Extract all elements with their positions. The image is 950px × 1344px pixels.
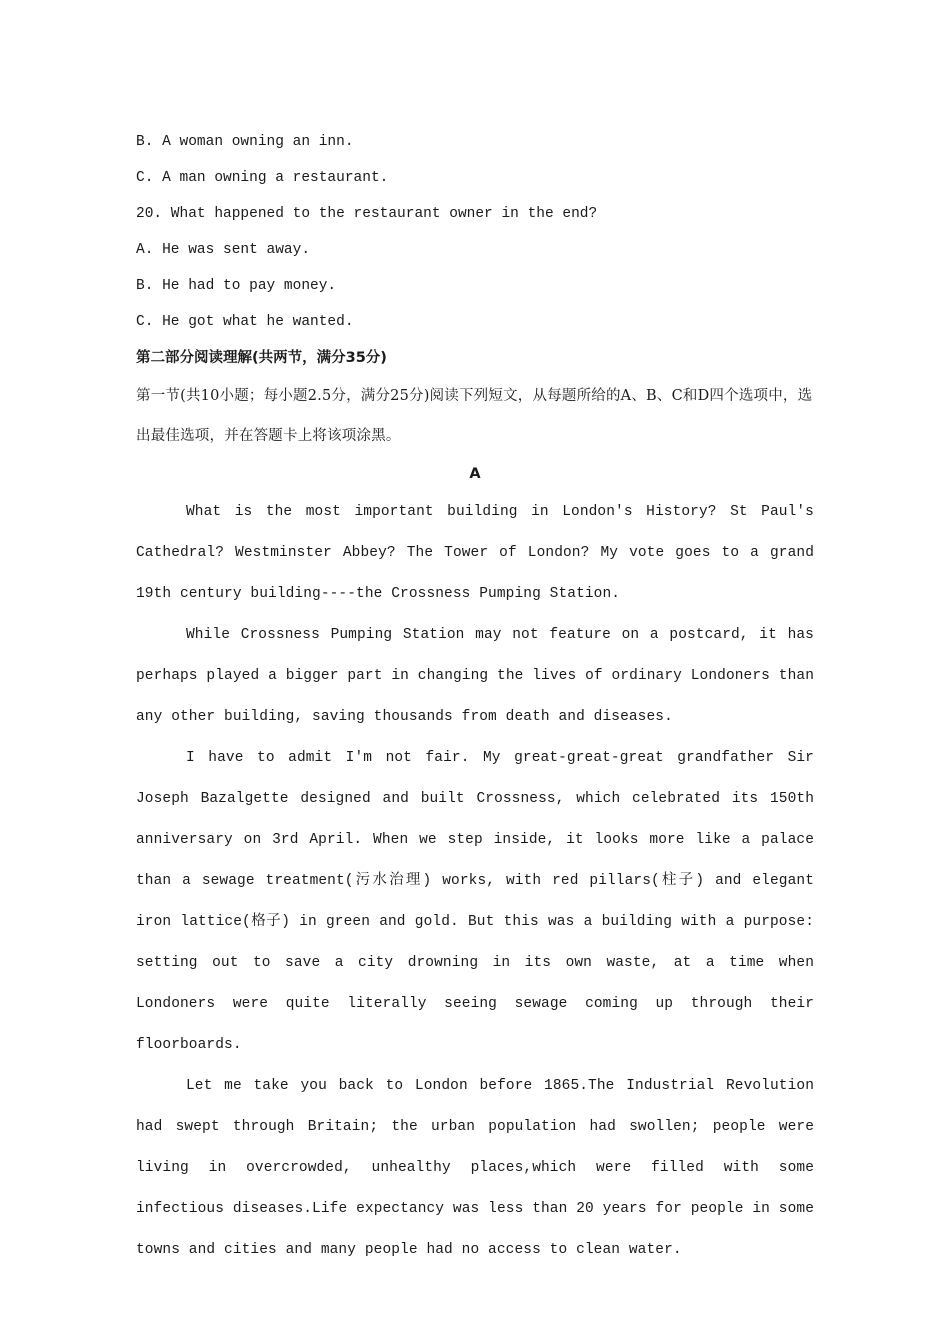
exam-page: [136, 124, 814, 1271]
passage-paragraph-1: What is the most important building in London's History? St Paul's Cathedral? Westminster Abbey? The Tower of London? My vote goes to a grand 19th century building----the Crossness Pumping Station.: [136, 504, 814, 602]
section-one-instruction: 第一节(共10小题；每小题2.5分，满分25分)阅读下列短文，从每题所给的A、B、C和D四个选项中，选出最佳选项，并在答题卡上将该项涂黑。: [136, 388, 813, 444]
passage-paragraph-2: While Crossness Pumping Station may not feature on a postcard, it has perhaps played a bigger part in changing the lives of ordinary Londoners than any other building, saving thousands from death and diseases.: [136, 627, 814, 725]
option-c-q20: C. He got what he wanted.: [136, 314, 354, 330]
option-a-q20: A. He was sent away.: [136, 242, 311, 258]
part-two-heading: 第二部分阅读理解(共两节，满分35分): [136, 350, 387, 366]
question-20-stem: 20. What happened to the restaurant owner in the end?: [136, 206, 598, 222]
option-b-q20: B. He had to pay money.: [136, 278, 337, 294]
passage-a-title: A: [469, 466, 481, 482]
passage-paragraph-3: I have to admit I'm not fair. My great-great-great grandfather Sir Joseph Bazalgette designed and built Crossness, which celebrated its 150th anniversary on 3rd April. When we step inside, it looks more like a palace than a sewage treatment(污水治理) works, with red pillars(柱子) and elegant iron lattice(格子) in green and gold. But this was a building with a purpose: setting out to save a city drowning in its own waste, at a time when Londoners were quite literally seeing sewage coming up through their floorboards.: [136, 750, 814, 1053]
option-b-q19: B. A woman owning an inn.: [136, 134, 354, 150]
passage-paragraph-4: Let me take you back to London before 1865.The Industrial Revolution had swept through Britain; the urban population had swollen; people were living in overcrowded, unhealthy places,which were filled with some infectious diseases.Life expectancy was less than 20 years for people in some towns and cities and many people had no access to clean water.: [136, 1078, 814, 1258]
option-c-q19: C. A man owning a restaurant.: [136, 170, 389, 186]
